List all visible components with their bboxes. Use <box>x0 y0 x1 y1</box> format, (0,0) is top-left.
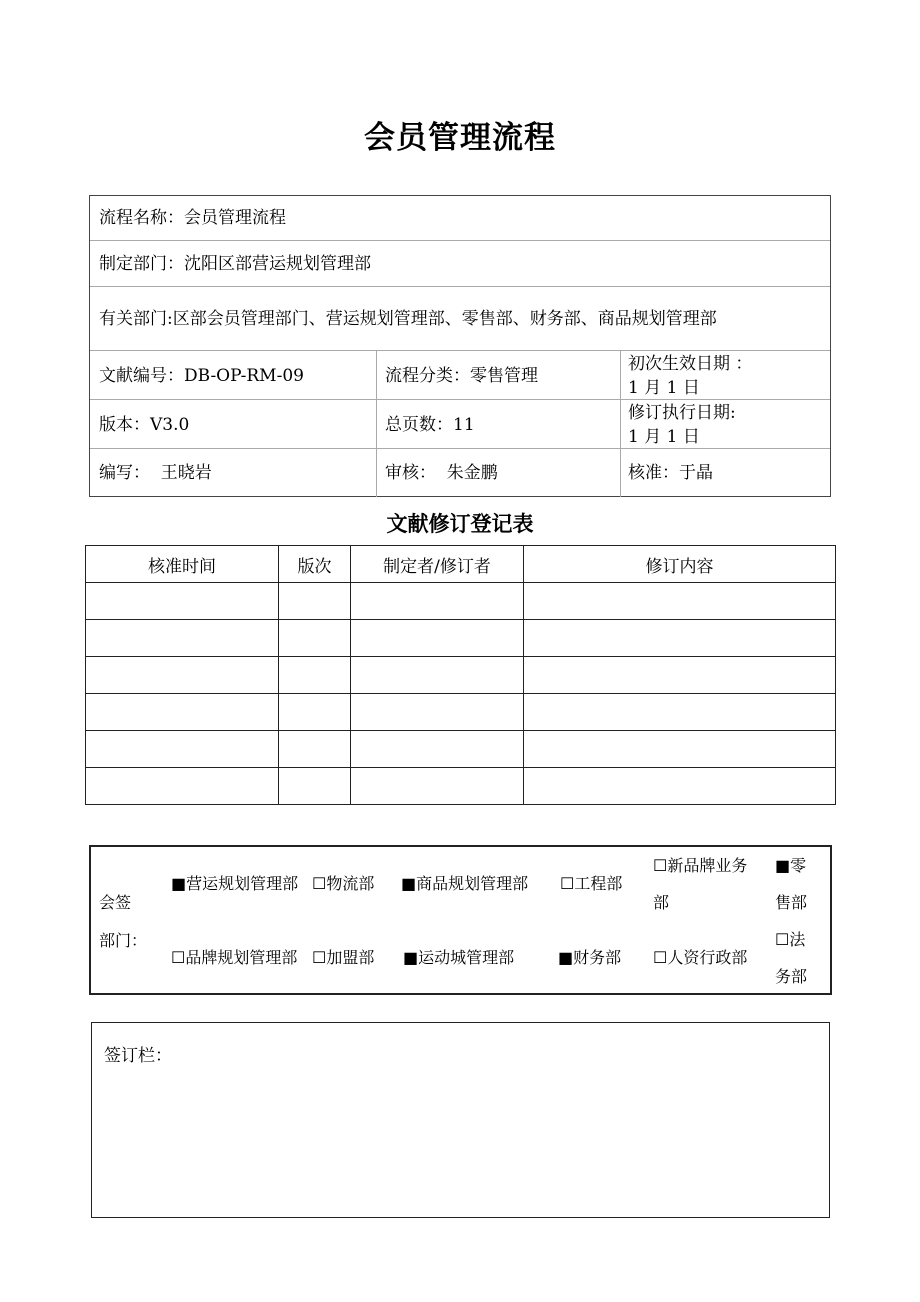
dept-sports-city[interactable]: ■运动城管理部 <box>403 948 515 967</box>
table-row <box>86 657 836 694</box>
dept-brand-planning[interactable]: ☐品牌规划管理部 <box>171 948 298 967</box>
related-departments: 有关部门:区部会员管理部门、营运规划管理部、零售部、财务部、商品规划管理部 <box>99 309 717 329</box>
revision-table-title: 文献修订登记表 <box>386 511 534 536</box>
row-divider <box>90 350 830 351</box>
dept-franchise[interactable]: ☐加盟部 <box>312 948 375 967</box>
dept-logistics[interactable]: ☐物流部 <box>312 874 375 893</box>
revision-date-value: 1 月 1 日 <box>628 427 700 447</box>
row-divider <box>90 240 830 241</box>
signing-label: 签订栏： <box>104 1046 172 1066</box>
table-header-row <box>86 546 836 583</box>
dept-hr-admin[interactable]: ☐人资行政部 <box>653 948 748 967</box>
col-divider <box>620 350 621 497</box>
dept-legal-cont: 务部 <box>775 967 808 986</box>
approver: 核准：于晶 <box>628 463 713 483</box>
signing-box <box>91 1022 830 1218</box>
dept-merch-planning[interactable]: ■商品规划管理部 <box>401 874 529 893</box>
dept-new-brand[interactable]: ☐新品牌业务 <box>653 856 748 875</box>
table-row <box>86 768 836 805</box>
row-divider <box>90 286 830 287</box>
table-row <box>86 583 836 620</box>
header-author: 制定者/修订者 <box>351 546 524 583</box>
countersign-box <box>89 845 832 995</box>
header-edition: 版次 <box>279 546 351 583</box>
dept-finance[interactable]: ■财务部 <box>558 948 622 967</box>
dept-engineering[interactable]: ☐工程部 <box>560 874 623 893</box>
row-divider <box>90 448 830 449</box>
reviewer: 审核： 朱金鹏 <box>385 463 498 483</box>
countersign-label: 会签 <box>99 893 132 912</box>
document-number: 文献编号：DB-OP-RM-09 <box>99 366 304 386</box>
dept-retail-cont: 售部 <box>775 893 808 912</box>
countersign-label-2: 部门： <box>99 931 148 950</box>
dept-ops-planning[interactable]: ■营运规划管理部 <box>171 874 299 893</box>
process-name: 流程名称：会员管理流程 <box>99 208 286 228</box>
col-divider <box>376 350 377 497</box>
process-category: 流程分类：零售管理 <box>385 366 538 386</box>
header-approval-time: 核准时间 <box>86 546 279 583</box>
revision-date-label: 修订执行日期: <box>628 403 736 423</box>
dept-new-brand-cont: 部 <box>653 893 670 912</box>
page-title: 会员管理流程 <box>364 120 556 156</box>
dept-retail[interactable]: ■零 <box>775 856 807 875</box>
row-divider <box>90 399 830 400</box>
revision-log-table <box>85 545 836 805</box>
department: 制定部门：沈阳区部营运规划管理部 <box>99 254 371 274</box>
table-row <box>86 620 836 657</box>
table-row <box>86 694 836 731</box>
version: 版本：V3.0 <box>99 415 190 435</box>
total-pages: 总页数：11 <box>385 415 475 435</box>
first-effective-date-value: 1 月 1 日 <box>628 378 700 398</box>
table-row <box>86 731 836 768</box>
header-content: 修订内容 <box>524 546 836 583</box>
first-effective-date-label: 初次生效日期 ： <box>628 354 753 374</box>
process-info-table <box>89 195 831 497</box>
writer: 编写： 王晓岩 <box>99 463 212 483</box>
dept-legal[interactable]: ☐法 <box>775 930 806 949</box>
